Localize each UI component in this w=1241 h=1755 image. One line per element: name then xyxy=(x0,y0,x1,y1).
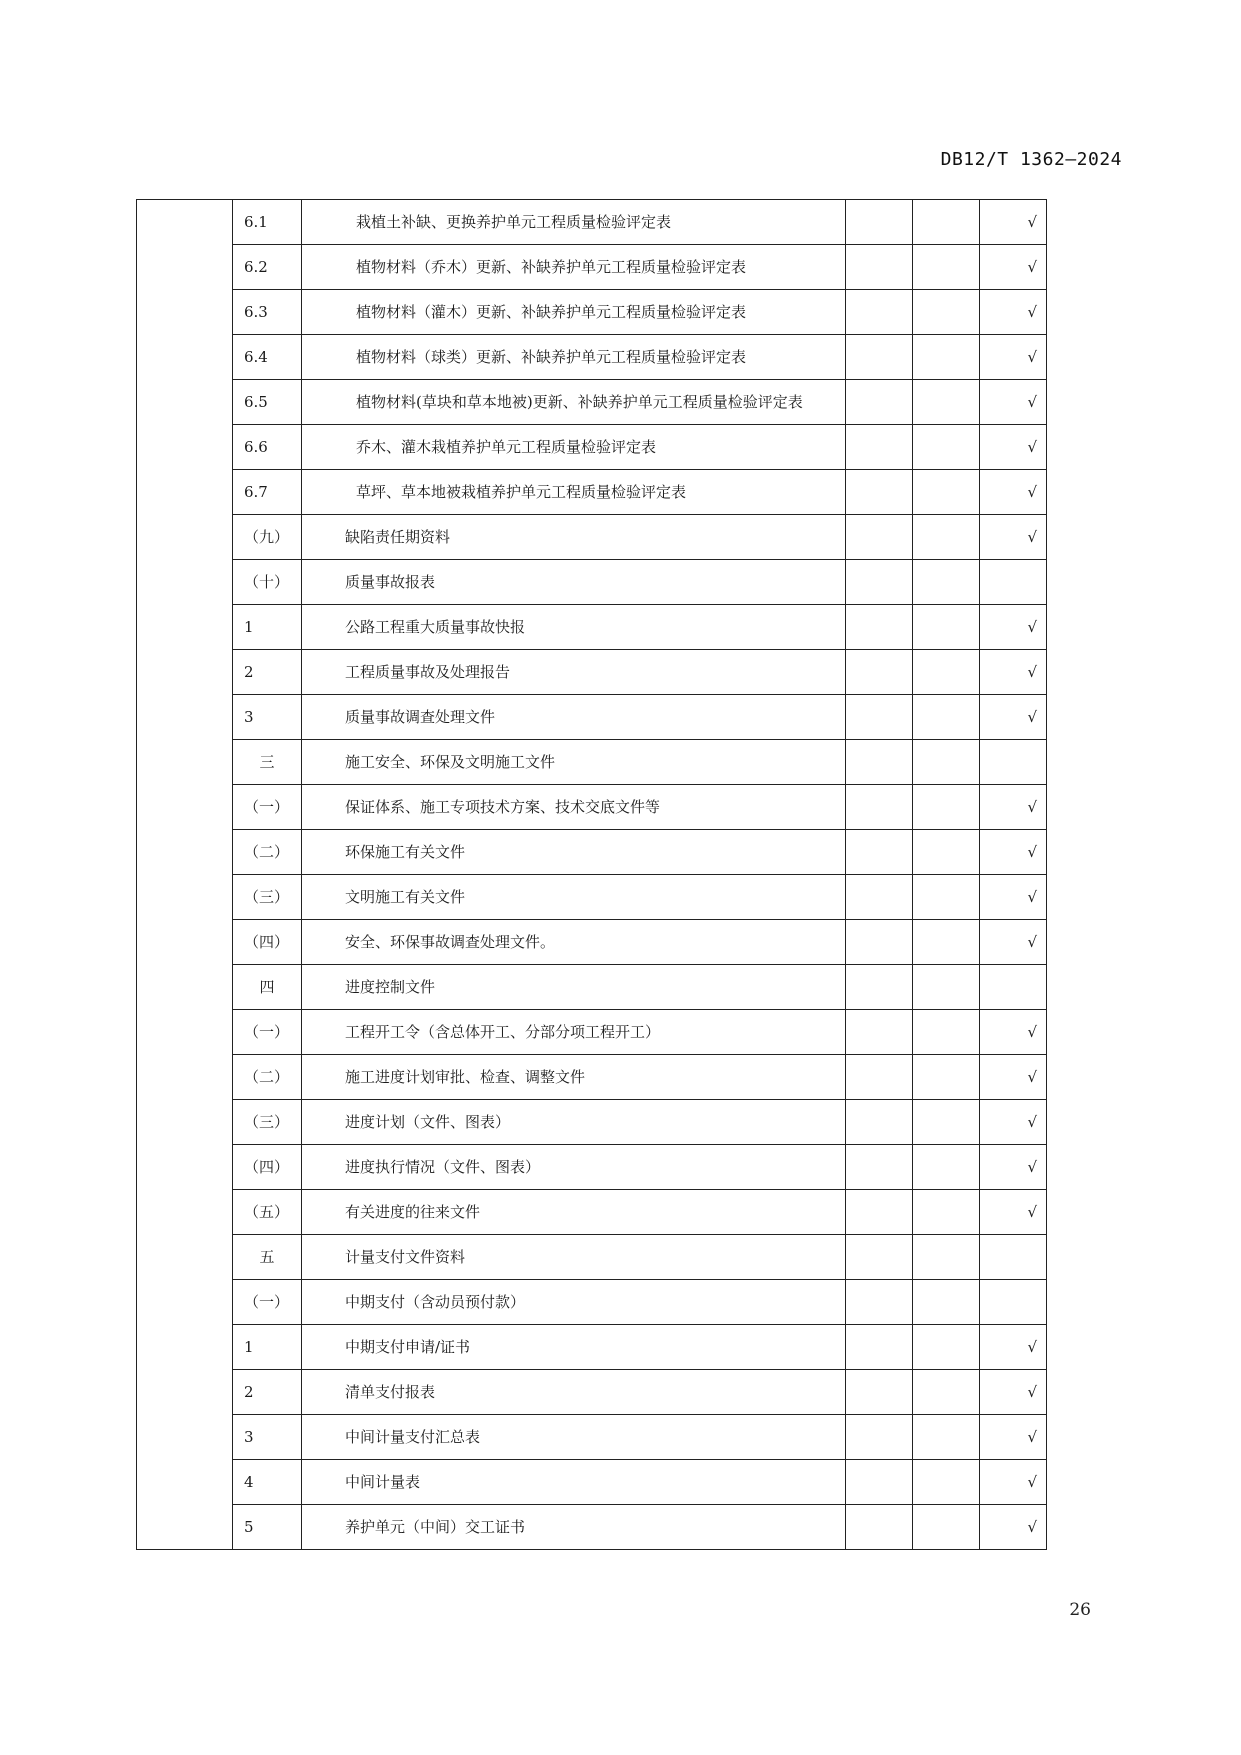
column-b-cell xyxy=(913,965,980,1010)
item-number-cell: 6.2 xyxy=(233,245,302,290)
item-number-cell: 6.5 xyxy=(233,380,302,425)
item-name-cell: 工程质量事故及处理报告 xyxy=(302,650,846,695)
column-a-cell xyxy=(846,920,913,965)
check-mark-cell: √ xyxy=(980,1190,1047,1235)
column-a-cell xyxy=(846,650,913,695)
item-number-cell: 1 xyxy=(233,605,302,650)
item-name-cell: 缺陷责任期资料 xyxy=(302,515,846,560)
table-row xyxy=(137,650,1047,695)
column-b-cell xyxy=(913,1460,980,1505)
column-a-cell xyxy=(846,1280,913,1325)
column-a-cell xyxy=(846,605,913,650)
check-mark-cell: √ xyxy=(980,470,1047,515)
item-number-cell: （四） xyxy=(233,920,302,965)
column-a-cell xyxy=(846,1190,913,1235)
column-a-cell xyxy=(846,380,913,425)
table-row xyxy=(137,560,1047,605)
check-mark-cell: √ xyxy=(980,335,1047,380)
item-name-cell: 计量支付文件资料 xyxy=(302,1235,846,1280)
table-row xyxy=(137,290,1047,335)
item-number-cell: （一） xyxy=(233,1280,302,1325)
column-b-cell xyxy=(913,1505,980,1550)
check-mark-cell: √ xyxy=(980,1100,1047,1145)
item-name-cell: 养护单元（中间）交工证书 xyxy=(302,1505,846,1550)
item-number-cell: 5 xyxy=(233,1505,302,1550)
column-a-cell xyxy=(846,1370,913,1415)
column-a-cell xyxy=(846,425,913,470)
check-mark-cell xyxy=(980,965,1047,1010)
table-row xyxy=(137,1010,1047,1055)
item-number-cell: 三 xyxy=(233,740,302,785)
table-row xyxy=(137,1100,1047,1145)
column-a-cell xyxy=(846,695,913,740)
table-row xyxy=(137,1280,1047,1325)
check-mark-cell: √ xyxy=(980,1055,1047,1100)
table-row xyxy=(137,1415,1047,1460)
check-mark-cell xyxy=(980,740,1047,785)
table-row xyxy=(137,1055,1047,1100)
table-row xyxy=(137,965,1047,1010)
item-name-cell: 有关进度的往来文件 xyxy=(302,1190,846,1235)
column-a-cell xyxy=(846,875,913,920)
item-name-cell: 文明施工有关文件 xyxy=(302,875,846,920)
table-row xyxy=(137,605,1047,650)
item-number-cell: 6.7 xyxy=(233,470,302,515)
item-number-cell: （四） xyxy=(233,1145,302,1190)
category-blank-cell xyxy=(137,200,233,1550)
column-a-cell xyxy=(846,1145,913,1190)
item-number-cell: 3 xyxy=(233,695,302,740)
column-a-cell xyxy=(846,335,913,380)
table-row xyxy=(137,1370,1047,1415)
check-mark-cell: √ xyxy=(980,425,1047,470)
table-row xyxy=(137,470,1047,515)
check-mark-cell: √ xyxy=(980,1325,1047,1370)
column-a-cell xyxy=(846,1010,913,1055)
item-name-cell: 质量事故调查处理文件 xyxy=(302,695,846,740)
check-mark-cell: √ xyxy=(980,1460,1047,1505)
check-mark-cell: √ xyxy=(980,1145,1047,1190)
table-row xyxy=(137,380,1047,425)
check-mark-cell: √ xyxy=(980,200,1047,245)
column-b-cell xyxy=(913,830,980,875)
table-row xyxy=(137,425,1047,470)
item-name-cell: 进度执行情况（文件、图表） xyxy=(302,1145,846,1190)
item-name-cell: 安全、环保事故调查处理文件。 xyxy=(302,920,846,965)
item-number-cell: 6.6 xyxy=(233,425,302,470)
column-b-cell xyxy=(913,1145,980,1190)
item-number-cell: 2 xyxy=(233,650,302,695)
column-a-cell xyxy=(846,560,913,605)
column-a-cell xyxy=(846,965,913,1010)
table-row xyxy=(137,920,1047,965)
column-b-cell xyxy=(913,920,980,965)
check-mark-cell: √ xyxy=(980,245,1047,290)
column-b-cell xyxy=(913,245,980,290)
column-b-cell xyxy=(913,875,980,920)
item-number-cell: （五） xyxy=(233,1190,302,1235)
column-b-cell xyxy=(913,515,980,560)
item-number-cell: 五 xyxy=(233,1235,302,1280)
column-a-cell xyxy=(846,1505,913,1550)
column-a-cell xyxy=(846,245,913,290)
table-row xyxy=(137,695,1047,740)
column-a-cell xyxy=(846,830,913,875)
check-mark-cell: √ xyxy=(980,650,1047,695)
check-mark-cell: √ xyxy=(980,1505,1047,1550)
item-name-cell: 保证体系、施工专项技术方案、技术交底文件等 xyxy=(302,785,846,830)
column-a-cell xyxy=(846,1325,913,1370)
item-name-cell: 植物材料（灌木）更新、补缺养护单元工程质量检验评定表 xyxy=(302,290,846,335)
column-a-cell xyxy=(846,785,913,830)
table-row xyxy=(137,875,1047,920)
column-b-cell xyxy=(913,1325,980,1370)
item-name-cell: 乔木、灌木栽植养护单元工程质量检验评定表 xyxy=(302,425,846,470)
column-b-cell xyxy=(913,605,980,650)
item-name-cell: 植物材料（乔木）更新、补缺养护单元工程质量检验评定表 xyxy=(302,245,846,290)
column-b-cell xyxy=(913,650,980,695)
check-mark-cell xyxy=(980,560,1047,605)
column-b-cell xyxy=(913,695,980,740)
table-row xyxy=(137,200,1047,245)
item-name-cell: 中期支付（含动员预付款） xyxy=(302,1280,846,1325)
item-number-cell: 1 xyxy=(233,1325,302,1370)
column-b-cell xyxy=(913,740,980,785)
item-number-cell: （二） xyxy=(233,830,302,875)
table-row xyxy=(137,1235,1047,1280)
item-name-cell: 工程开工令（含总体开工、分部分项工程开工） xyxy=(302,1010,846,1055)
check-mark-cell: √ xyxy=(980,1415,1047,1460)
column-a-cell xyxy=(846,1235,913,1280)
item-number-cell: （十） xyxy=(233,560,302,605)
item-name-cell: 进度计划（文件、图表） xyxy=(302,1100,846,1145)
archive-checklist-table xyxy=(136,199,1047,1550)
column-b-cell xyxy=(913,1280,980,1325)
item-number-cell: （三） xyxy=(233,875,302,920)
item-number-cell: 6.3 xyxy=(233,290,302,335)
item-number-cell: 2 xyxy=(233,1370,302,1415)
table-row xyxy=(137,1460,1047,1505)
item-number-cell: （一） xyxy=(233,1010,302,1055)
column-b-cell xyxy=(913,470,980,515)
column-b-cell xyxy=(913,1010,980,1055)
item-number-cell: （一） xyxy=(233,785,302,830)
table-row xyxy=(137,740,1047,785)
item-name-cell: 植物材料（球类）更新、补缺养护单元工程质量检验评定表 xyxy=(302,335,846,380)
column-b-cell xyxy=(913,1370,980,1415)
item-name-cell: 草坪、草本地被栽植养护单元工程质量检验评定表 xyxy=(302,470,846,515)
table-row xyxy=(137,245,1047,290)
item-name-cell: 清单支付报表 xyxy=(302,1370,846,1415)
column-a-cell xyxy=(846,1460,913,1505)
table-body xyxy=(137,200,1047,1550)
item-number-cell: 四 xyxy=(233,965,302,1010)
column-b-cell xyxy=(913,1055,980,1100)
column-b-cell xyxy=(913,1100,980,1145)
item-name-cell: 环保施工有关文件 xyxy=(302,830,846,875)
item-name-cell: 施工安全、环保及文明施工文件 xyxy=(302,740,846,785)
check-mark-cell: √ xyxy=(980,920,1047,965)
column-b-cell xyxy=(913,785,980,830)
column-b-cell xyxy=(913,1415,980,1460)
item-name-cell: 进度控制文件 xyxy=(302,965,846,1010)
table-row xyxy=(137,1505,1047,1550)
check-mark-cell: √ xyxy=(980,515,1047,560)
item-name-cell: 植物材料(草块和草本地被)更新、补缺养护单元工程质量检验评定表 xyxy=(302,380,846,425)
table-row xyxy=(137,515,1047,560)
item-number-cell: 3 xyxy=(233,1415,302,1460)
check-mark-cell: √ xyxy=(980,785,1047,830)
check-mark-cell: √ xyxy=(980,290,1047,335)
column-b-cell xyxy=(913,560,980,605)
check-mark-cell xyxy=(980,1235,1047,1280)
check-mark-cell: √ xyxy=(980,380,1047,425)
table-row xyxy=(137,785,1047,830)
item-name-cell: 中期支付申请/证书 xyxy=(302,1325,846,1370)
table-row xyxy=(137,1325,1047,1370)
item-number-cell: 4 xyxy=(233,1460,302,1505)
column-a-cell xyxy=(846,740,913,785)
column-a-cell xyxy=(846,470,913,515)
column-a-cell xyxy=(846,290,913,335)
item-number-cell: （三） xyxy=(233,1100,302,1145)
item-number-cell: （九） xyxy=(233,515,302,560)
item-number-cell: （二） xyxy=(233,1055,302,1100)
item-name-cell: 质量事故报表 xyxy=(302,560,846,605)
item-name-cell: 中间计量表 xyxy=(302,1460,846,1505)
check-mark-cell: √ xyxy=(980,605,1047,650)
column-a-cell xyxy=(846,1055,913,1100)
check-mark-cell: √ xyxy=(980,1370,1047,1415)
item-name-cell: 施工进度计划审批、检查、调整文件 xyxy=(302,1055,846,1100)
column-b-cell xyxy=(913,290,980,335)
column-b-cell xyxy=(913,200,980,245)
check-mark-cell: √ xyxy=(980,875,1047,920)
item-name-cell: 中间计量支付汇总表 xyxy=(302,1415,846,1460)
check-mark-cell: √ xyxy=(980,830,1047,875)
item-name-cell: 栽植土补缺、更换养护单元工程质量检验评定表 xyxy=(302,200,846,245)
table-row xyxy=(137,1190,1047,1235)
check-mark-cell: √ xyxy=(980,695,1047,740)
item-number-cell: 6.1 xyxy=(233,200,302,245)
item-number-cell: 6.4 xyxy=(233,335,302,380)
column-b-cell xyxy=(913,380,980,425)
column-a-cell xyxy=(846,1415,913,1460)
standard-code-header: DB12/T 1362—2024 xyxy=(940,149,1122,170)
column-a-cell xyxy=(846,200,913,245)
column-a-cell xyxy=(846,1100,913,1145)
table-row xyxy=(137,830,1047,875)
column-b-cell xyxy=(913,1235,980,1280)
item-name-cell: 公路工程重大质量事故快报 xyxy=(302,605,846,650)
column-b-cell xyxy=(913,1190,980,1235)
table-row xyxy=(137,1145,1047,1190)
page-number: 26 xyxy=(1069,1600,1091,1620)
check-mark-cell: √ xyxy=(980,1010,1047,1055)
check-mark-cell xyxy=(980,1280,1047,1325)
column-a-cell xyxy=(846,515,913,560)
column-b-cell xyxy=(913,335,980,380)
column-b-cell xyxy=(913,425,980,470)
table-row xyxy=(137,335,1047,380)
